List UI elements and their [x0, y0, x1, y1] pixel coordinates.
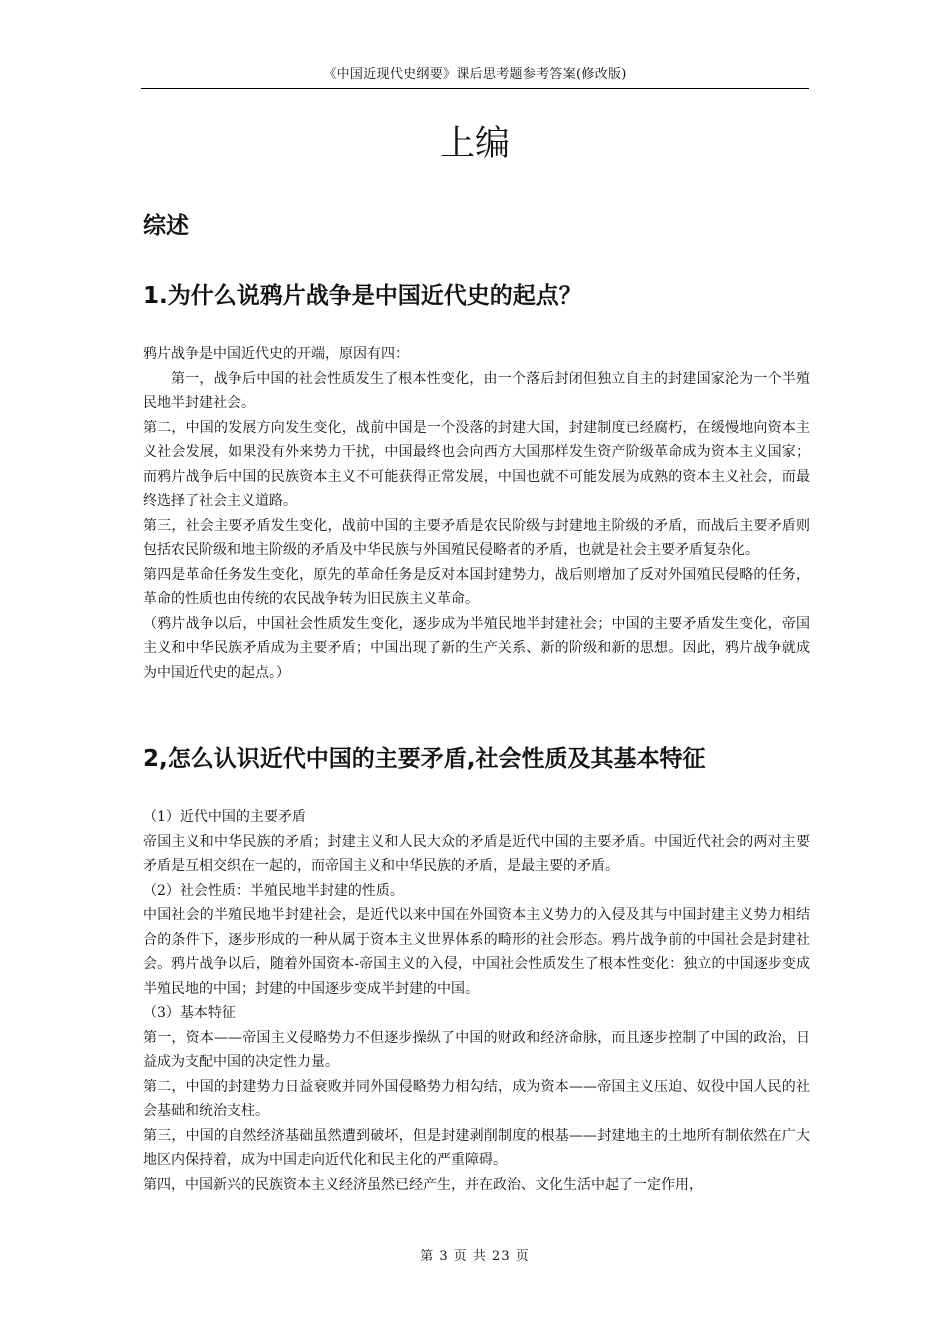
- answer-paragraph: 第三，中国的自然经济基础虽然遭到破坏，但是封建剥削制度的根基——封建地主的土地所有制依然在广大地区内保持着，成为中国走向近代化和民主化的严重障碍。: [143, 1127, 810, 1168]
- page-number-footer: 第 3 页 共 23 页: [420, 1249, 530, 1264]
- answer-paragraph: 帝国主义和中华民族的矛盾；封建主义和人民大众的矛盾是近代中国的主要矛盾。中国近代社会的两对主要矛盾是互相交织在一起的，而帝国主义和中华民族的矛盾，是最主要的矛盾。: [143, 833, 810, 874]
- running-header: 《中国近现代史纲要》课后思考题参考答案(修改版): [323, 67, 627, 82]
- answer-paragraph: 鸦片战争是中国近代史的开端，原因有四：: [143, 346, 409, 362]
- question-2-heading: 2,怎么认识近代中国的主要矛盾,社会性质及其基本特征: [143, 746, 706, 772]
- answer-paragraph: （1）近代中国的主要矛盾: [143, 809, 306, 825]
- answer-paragraph: 第四是革命任务发生变化，原先的革命任务是反对本国封建势力，战后则增加了反对外国殖民侵略的任务，革命的性质也由传统的农民战争转为旧民族主义革命。: [143, 566, 810, 607]
- part-title: 上编: [439, 124, 510, 164]
- section-title: 综述: [143, 213, 189, 239]
- answer-paragraph: （2）社会性质：半殖民地半封建的性质。: [143, 882, 404, 899]
- answer-paragraph: 第二，中国的封建势力日益衰败并同外国侵略势力相勾结，成为资本——帝国主义压迫、奴役中国人民的社会基础和统治支柱。: [143, 1078, 810, 1119]
- answer-paragraph: 中国社会的半殖民地半封建社会，是近代以来中国在外国资本主义势力的入侵及其与中国封建主义势力相结合的条件下，逐步形成的一种从属于资本主义世界体系的畸形的社会形态。鸦片战争前的中国社会是封建社会。鸦片战争以后，随着外国资本-帝国主义的入侵，中国社会性质发生了根本性变化：独立的中国逐步变成半殖民地的中国；封建的中国逐步变成半封建的中国。: [143, 907, 810, 997]
- question-2-answer: [143, 805, 810, 1197]
- question-1-answer: [143, 342, 810, 685]
- answer-paragraph: 第四，中国新兴的民族资本主义经济虽然已经产生，并在政治、文化生活中起了一定作用，: [143, 1176, 703, 1193]
- answer-paragraph: 第二，中国的发展方向发生变化，战前中国是一个没落的封建大国，封建制度已经腐朽，在缓慢地向资本主义社会发展，如果没有外来势力干扰，中国最终也会向西方大国那样发生资产阶级革命成为资本主义国家；而鸦片战争后中国的民族资本主义不可能获得正常发展，中国也就不可能发展为成熟的资本主义社会，而最终选择了社会主义道路。: [143, 419, 810, 509]
- question-1-heading: 1.为什么说鸦片战争是中国近代史的起点？: [143, 283, 582, 309]
- answer-paragraph: （鸦片战争以后，中国社会性质发生变化，逐步成为半殖民地半封建社会；中国的主要矛盾发生变化，帝国主义和中华民族矛盾成为主要矛盾；中国出现了新的生产关系、新的阶级和新的思想。因此，鸦片战争就成为中国近代史的起点。）: [143, 615, 810, 681]
- answer-paragraph: 第三，社会主要矛盾发生变化，战前中国的主要矛盾是农民阶级与封建地主阶级的矛盾，而战后主要矛盾则包括农民阶级和地主阶级的矛盾及中华民族与外国殖民侵略者的矛盾，也就是社会主要矛盾复杂化。: [143, 517, 810, 558]
- header-rule: [141, 88, 809, 89]
- answer-paragraph: 第一，资本——帝国主义侵略势力不但逐步操纵了中国的财政和经济命脉，而且逐步控制了中国的政治，日益成为支配中国的决定性力量。: [143, 1029, 810, 1070]
- answer-paragraph: 第一，战争后中国的社会性质发生了根本性变化，由一个落后封闭但独立自主的封建国家沦为一个半殖民地半封建社会。: [143, 370, 810, 411]
- answer-paragraph: （3）基本特征: [143, 1005, 236, 1021]
